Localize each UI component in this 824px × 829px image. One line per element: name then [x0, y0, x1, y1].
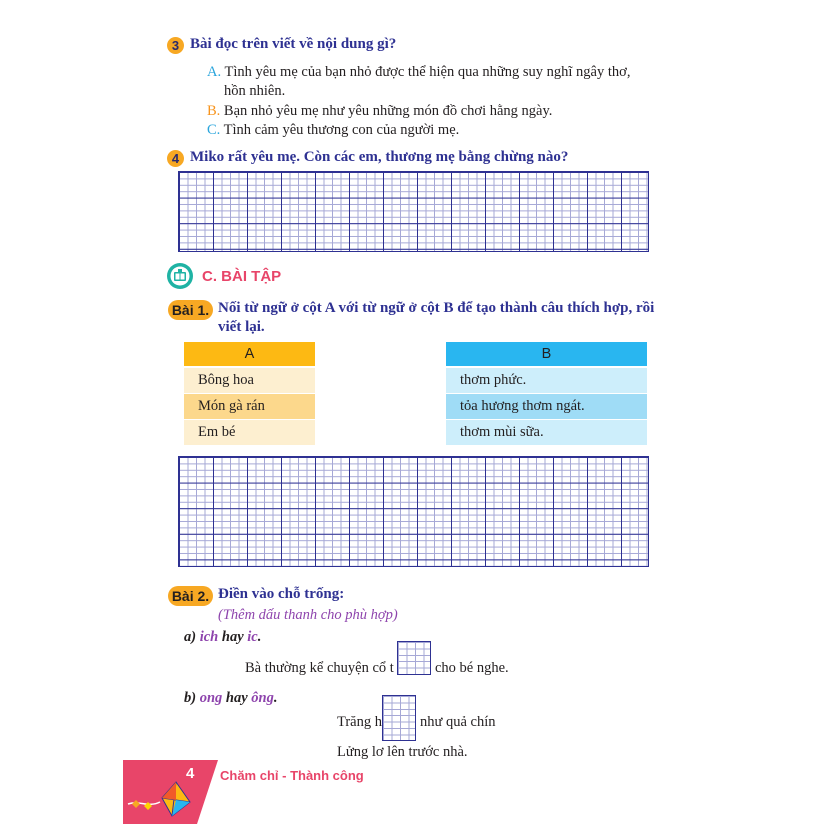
question-number-4: 4: [167, 150, 184, 167]
part-b-prefix: b): [184, 690, 197, 706]
exercise-1-badge: Bài 1.: [168, 300, 213, 320]
sentence-b-before: Trăng h: [337, 714, 382, 730]
book-icon: [166, 262, 194, 290]
exercise-2-note: (Thêm dấu thanh cho phù hợp): [218, 607, 398, 623]
option-a-continuation: hồn nhiên.: [224, 83, 286, 99]
question-3-text: Bài đọc trên viết về nội dung gì?: [190, 36, 397, 52]
sentence-b-after: như quả chín: [420, 714, 496, 730]
option-c-text: Tình cảm yêu thương con của người mẹ.: [223, 122, 460, 138]
exercise-2-badge: Bài 2.: [168, 586, 213, 606]
fill-box-a[interactable]: [397, 641, 431, 675]
part-a-word-1: ich: [199, 629, 219, 645]
option-c[interactable]: [207, 122, 459, 139]
sentence-a-before: Bà thường kể chuyện cổ t: [245, 660, 394, 676]
writing-grid-exercise-1[interactable]: [178, 456, 649, 567]
part-b-instruction: [184, 690, 278, 707]
column-a-item[interactable]: Bông hoa: [184, 368, 315, 393]
fill-box-b[interactable]: [382, 695, 416, 741]
part-b-end: .: [273, 690, 278, 706]
column-b-item[interactable]: thơm mùi sữa.: [446, 420, 647, 445]
question-4-text: Miko rất yêu mẹ. Còn các em, thương mẹ bằng chừng nào?: [190, 149, 569, 165]
exercise-1-text-line1: Nối từ ngữ ở cột A với từ ngữ ở cột B để tạo thành câu thích hợp, rồi: [218, 300, 655, 316]
column-a-item[interactable]: Món gà rán: [184, 394, 315, 419]
question-number-3: 3: [167, 37, 184, 54]
option-c-letter: C.: [207, 122, 221, 138]
option-a-text: Tình yêu mẹ của bạn nhỏ được thể hiện qua những suy nghĩ ngây thơ,: [224, 64, 631, 80]
part-a-end: .: [257, 629, 262, 645]
part-a-word-2: ic: [247, 629, 258, 645]
part-a-connector: hay: [221, 629, 244, 645]
column-b-header: B: [446, 342, 647, 366]
part-a-prefix: a): [184, 629, 197, 645]
part-b-word-1: ong: [199, 690, 223, 706]
sentence-b-line2: Lửng lơ lên trước nhà.: [337, 744, 468, 760]
exercise-2-text: Điền vào chỗ trống:: [218, 586, 345, 602]
exercise-1-text-line2: viết lại.: [218, 319, 265, 335]
option-a-letter: A.: [207, 64, 222, 80]
section-title: C. BÀI TẬP: [202, 268, 282, 285]
option-a[interactable]: [207, 64, 630, 81]
writing-grid-q4[interactable]: [178, 171, 649, 252]
option-b-text: Bạn nhỏ yêu mẹ như yêu những món đồ chơi hằng ngày.: [223, 103, 553, 119]
sentence-a-after: cho bé nghe.: [435, 660, 509, 676]
page-number: 4: [186, 765, 195, 782]
option-b-letter: B.: [207, 103, 221, 119]
option-b[interactable]: [207, 103, 552, 120]
part-a-instruction: [184, 629, 261, 646]
column-b-item[interactable]: thơm phức.: [446, 368, 647, 393]
kite-icon: [126, 778, 196, 824]
column-a-header: A: [184, 342, 315, 366]
part-b-word-2: ông: [251, 690, 274, 706]
column-b-item[interactable]: tỏa hương thơm ngát.: [446, 394, 647, 419]
part-b-connector: hay: [225, 690, 248, 706]
footer-slogan: Chăm chỉ - Thành công: [220, 768, 364, 783]
column-a-item[interactable]: Em bé: [184, 420, 315, 445]
